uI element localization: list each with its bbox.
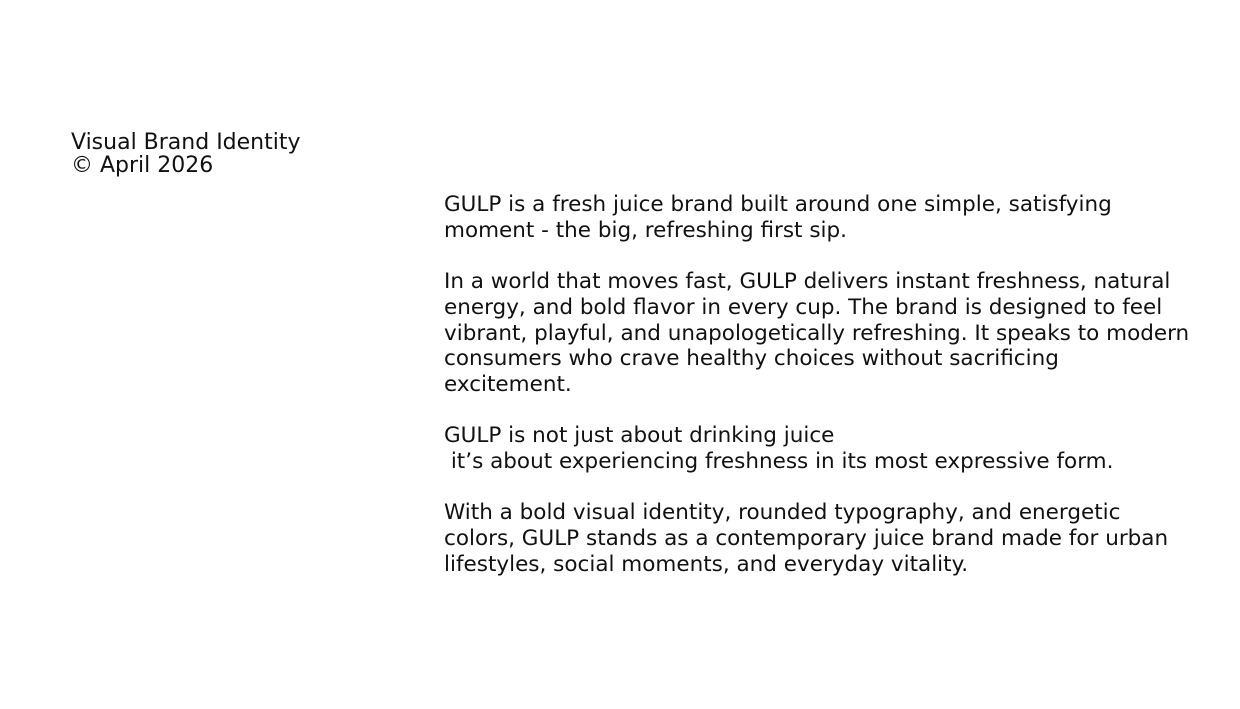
text-line: colors, GULP stands as a contemporary juice brand made for urban bbox=[444, 526, 1169, 552]
text-line: vibrant, playful, and unapologetically refreshing. It speaks to modern bbox=[444, 320, 1190, 346]
paragraph-identity bbox=[444, 500, 1174, 577]
document-title: Visual Brand Identity bbox=[71, 130, 301, 155]
text-line: lifestyles, social moments, and everyday vitality. bbox=[444, 551, 969, 577]
text-line: GULP is a fresh juice brand built around one simple, satisfying bbox=[444, 192, 1112, 217]
text-line: it’s about experiencing freshness in its most expressive form. bbox=[444, 449, 1114, 474]
document-date: © April 2026 bbox=[71, 153, 214, 178]
paragraph-positioning bbox=[444, 269, 1190, 398]
text-line: With a bold visual identity, rounded typography, and energetic bbox=[444, 500, 1121, 526]
text-line: GULP is not just about drinking juice bbox=[444, 423, 835, 449]
text-line: moment - the big, refreshing first sip. bbox=[444, 217, 847, 243]
document-meta bbox=[71, 131, 301, 177]
paragraph-experience bbox=[444, 423, 1174, 474]
paragraph-intro bbox=[444, 192, 1174, 243]
text-line: energy, and bold flavor in every cup. The brand is designed to feel bbox=[444, 294, 1163, 320]
text-line: excitement. bbox=[444, 371, 572, 397]
text-line: consumers who crave healthy choices without sacrificing bbox=[444, 346, 1059, 372]
brand-description bbox=[444, 192, 1190, 603]
text-line: In a world that moves fast, GULP delivers instant freshness, natural bbox=[444, 269, 1171, 295]
